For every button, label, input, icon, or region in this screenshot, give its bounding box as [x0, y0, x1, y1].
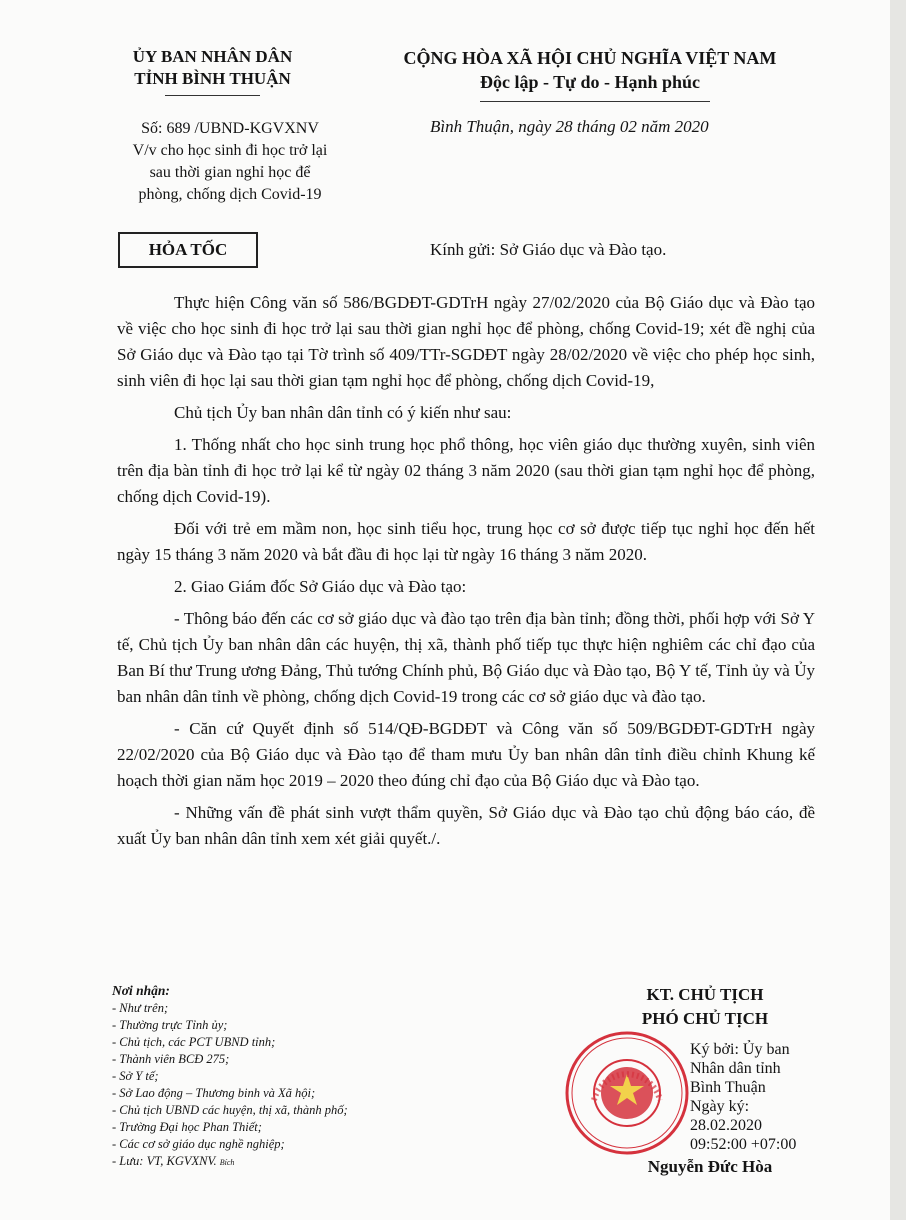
issuing-authority [95, 46, 330, 90]
recipients-item: - Sở Lao động – Thương binh và Xã hội; [112, 1086, 316, 1100]
national-title [380, 46, 800, 94]
archive-initials: Bích [219, 1158, 235, 1167]
digital-signature-line: Nhân dân tỉnh [690, 1060, 781, 1077]
digital-signature-line: 28.02.2020 [690, 1117, 762, 1134]
national-title-line-1: CỘNG HÒA XÃ HỘI CHỦ NGHĨA VIỆT NAM [403, 48, 777, 68]
body-paragraph: Chủ tịch Ủy ban nhân dân tỉnh có ý kiến như sau: [174, 403, 512, 422]
recipients-item: - Thường trực Tỉnh ủy; [112, 1018, 228, 1032]
body-paragraph: 2. Giao Giám đốc Sở Giáo dục và Đào tạo: [174, 577, 467, 596]
recipients-item: - Chủ tịch, các PCT UBND tỉnh; [112, 1035, 276, 1049]
digital-signature-line: Bình Thuận [690, 1079, 766, 1096]
signature-title-line-2: PHÓ CHỦ TỊCH [641, 1009, 769, 1028]
signature-title-line-1: KT. CHỦ TỊCH [646, 985, 764, 1004]
recipients-list [112, 982, 452, 1171]
national-motto: Độc lập - Tự do - Hạnh phúc [479, 72, 701, 92]
digital-signature-line: Ký bởi: Ủy ban [690, 1041, 790, 1058]
document-number: Số: 689 /UBND-KGVXNV [141, 120, 319, 137]
body-paragraph: - Những vấn đề phát sinh vượt thẩm quyền, Sở Giáo dục và Đào tạo chủ động báo cáo, đề xuất Ủy ban nhân dân tỉnh xem xét giải quyết./. [117, 803, 815, 848]
signer-name: Nguyễn Đức Hòa [647, 1157, 773, 1176]
subject-line-2: sau thời gian nghỉ học để [149, 164, 311, 181]
body-paragraph: 1. Thống nhất cho học sinh trung học phổ thông, học viên giáo dục thường xuyên, sinh viên trên địa bàn tỉnh đi học trở lại kể từ ngày 02 tháng 3 năm 2020 (sau thời gian tạm nghỉ học để phòng, chống dịch Covid-19). [117, 435, 815, 506]
recipient-line: Kính gửi: Sở Giáo dục và Đào tạo. [430, 240, 667, 259]
subject-line-3: phòng, chống dịch Covid-19 [138, 186, 322, 203]
recipients-item: - Như trên; [112, 1001, 169, 1015]
document-number-block [85, 118, 375, 206]
body-paragraph: Thực hiện Công văn số 586/BGDĐT-GDTrH ngày 27/02/2020 của Bộ Giáo dục và Đào tạo về việc cho học sinh đi học trở lại sau thời gian nghỉ học để phòng, chống Covid-19; xét đề nghị của Sở Giáo dục và Đào tạo tại Tờ trình số 409/TTr-SGDĐT ngày 28/02/2020 về việc cho phép học sinh, sinh viên đi học lại sau thời gian tạm nghỉ học để phòng, chống dịch Covid-19, [117, 293, 815, 390]
recipients-title: Nơi nhận: [112, 983, 170, 998]
body-paragraph: - Thông báo đến các cơ sở giáo dục và đào tạo trên địa bàn tỉnh; đồng thời, phối hợp với Sở Y tế, Chủ tịch Ủy ban nhân dân các huyện, thị xã, thành phố tiếp tục thực hiện nghiêm các chỉ đạo của Ban Bí thư Trung ương Đảng, Thủ tướng Chính phủ, Bộ Giáo dục và Đào tạo, Bộ Y tế, Tỉnh ủy và Ủy ban nhân dân tỉnh về phòng, chống dịch Covid-19 trong các cơ sở giáo dục và đào tạo. [117, 609, 815, 706]
digital-signature-info [690, 1040, 890, 1154]
recipients-item: - Các cơ sở giáo dục nghề nghiệp; [112, 1137, 285, 1151]
document-body [117, 290, 815, 858]
signature-title [560, 983, 850, 1031]
screen-edge [890, 0, 906, 1220]
motto-underline [480, 101, 710, 102]
official-seal-icon [564, 1030, 690, 1156]
recipients-item-archive [112, 1153, 452, 1171]
authority-underline [165, 95, 260, 96]
recipients-item: - Sở Y tế; [112, 1069, 159, 1083]
recipients-item: - Chủ tịch UBND các huyện, thị xã, thành phố; [112, 1103, 348, 1117]
authority-line-1: ỦY BAN NHÂN DÂN [132, 47, 293, 66]
body-paragraph: - Căn cứ Quyết định số 514/QĐ-BGDĐT và Công văn số 509/BGDĐT-GDTrH ngày 22/02/2020 của Bộ Giáo dục và Đào tạo để tham mưu Ủy ban nhân dân tỉnh điều chỉnh Khung kế hoạch thời gian năm học 2019 – 2020 theo đúng chỉ đạo của Bộ Giáo dục và Đào tạo. [117, 719, 815, 790]
urgency-stamp: HỎA TỐC [118, 232, 258, 268]
digital-signature-line: 09:52:00 +07:00 [690, 1136, 797, 1153]
authority-line-2: TỈNH BÌNH THUẬN [134, 69, 291, 88]
recipients-item: - Thành viên BCĐ 275; [112, 1052, 230, 1066]
archive-label: - Lưu: VT, KGVXNV. [112, 1154, 217, 1168]
body-paragraph: Đối với trẻ em mầm non, học sinh tiểu học, trung học cơ sở được tiếp tục nghỉ học đến hết ngày 15 tháng 3 năm 2020 và bắt đầu đi học lại từ ngày 16 tháng 3 năm 2020. [117, 519, 815, 564]
subject-line-1: V/v cho học sinh đi học trở lại [132, 142, 328, 159]
recipients-item: - Trường Đại học Phan Thiết; [112, 1120, 262, 1134]
digital-signature-line: Ngày ký: [690, 1098, 750, 1115]
place-date: Bình Thuận, ngày 28 tháng 02 năm 2020 [430, 117, 709, 136]
